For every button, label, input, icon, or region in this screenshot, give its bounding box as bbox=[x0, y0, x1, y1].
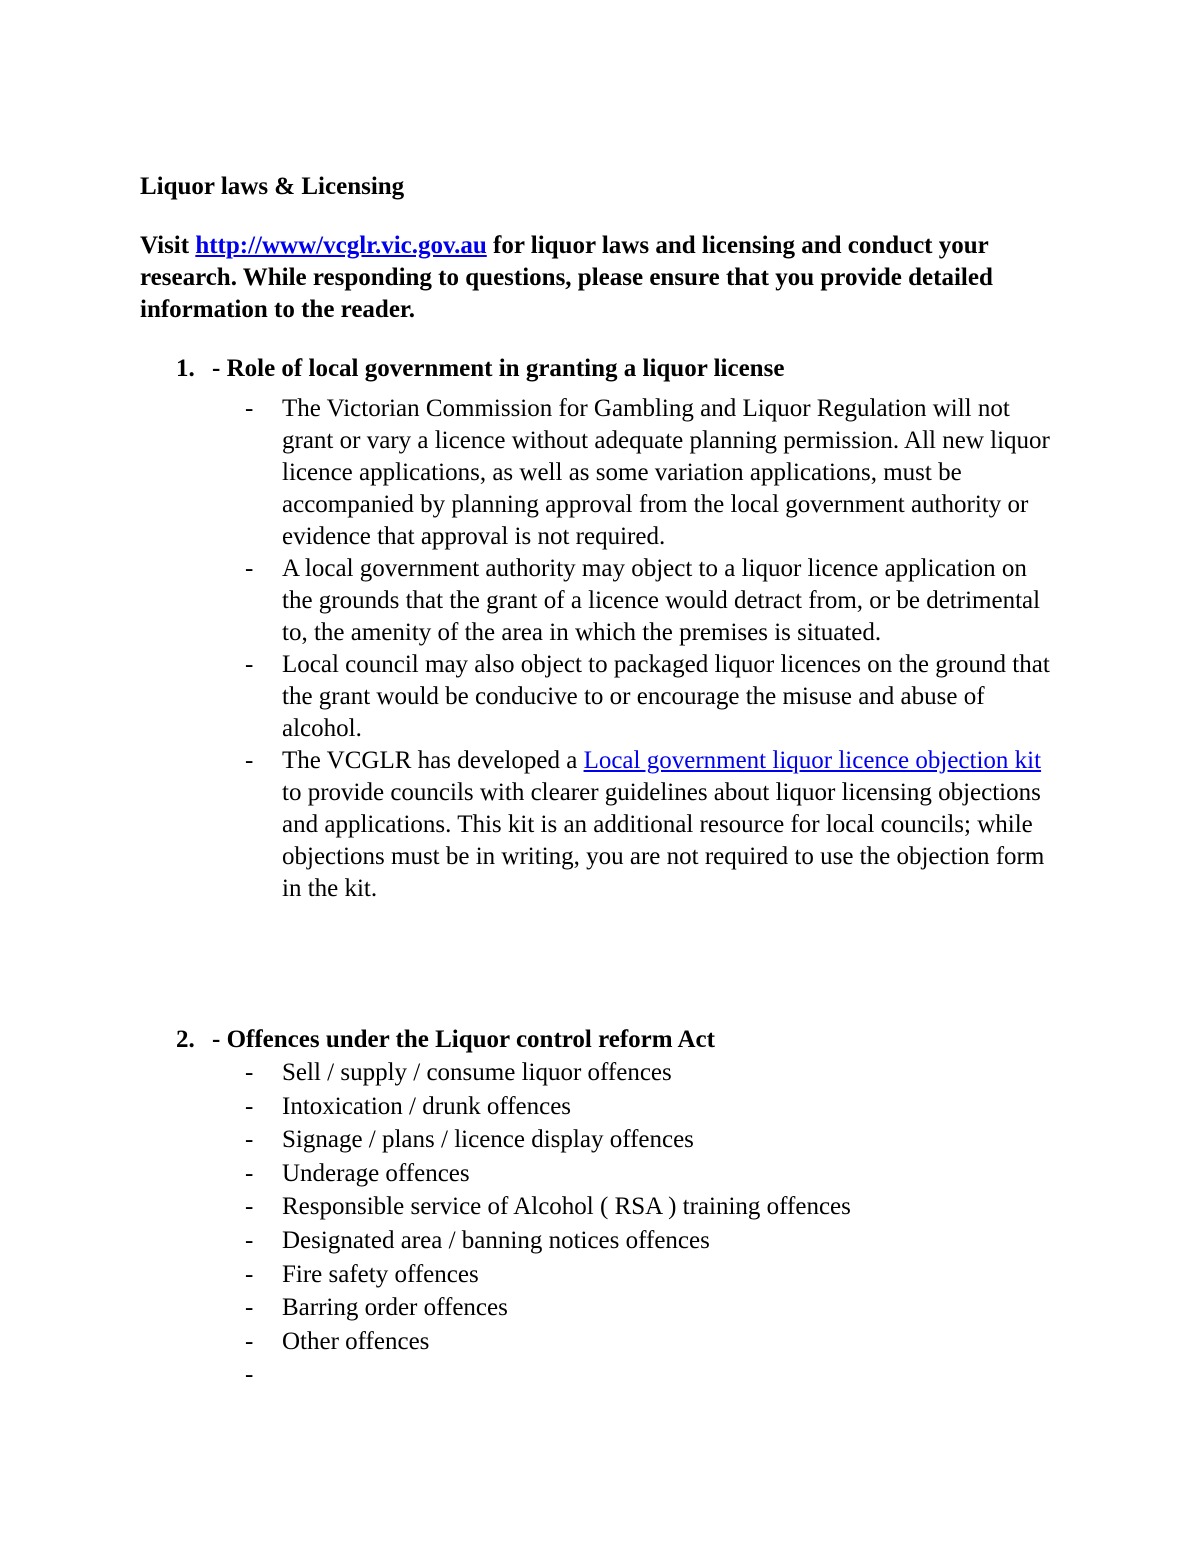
bullet-dash: - bbox=[245, 1193, 254, 1221]
list-item bbox=[245, 553, 1055, 649]
bullet-text: The Victorian Commission for Gambling and Liquor Regulation will not grant or vary a licence without adequate planning permission. All new liquor licence applications, as well as some variation applications, must be accompanied by planning approval from the local government authority or evidence that approval is not required. bbox=[282, 395, 1050, 550]
intro-suffix: for liquor laws and licensing and conduct your research. While responding to questions, please ensure that you provide detailed information to the reader. bbox=[140, 232, 993, 323]
section-2-heading bbox=[176, 1024, 715, 1056]
bullet-text: Other offences bbox=[282, 1327, 430, 1355]
bullet-text: Sell / supply / consume liquor offences bbox=[282, 1059, 672, 1086]
bullet-dash: - bbox=[245, 651, 254, 678]
list-item bbox=[245, 1325, 1055, 1359]
section-1-heading bbox=[176, 353, 784, 385]
bullet-text: A local government authority may object to a liquor licence application on the grounds that the grant of a licence would detract from, or be detrimental to, the amenity of the area in which the premises is situated. bbox=[282, 555, 1041, 646]
list-item bbox=[245, 649, 1055, 745]
list-item bbox=[245, 1157, 1055, 1191]
section-2-heading-text: - Offences under the Liquor control reform Act bbox=[212, 1026, 715, 1053]
list-item bbox=[245, 1224, 1055, 1258]
bullet-text: Barring order offences bbox=[282, 1294, 508, 1322]
list-item bbox=[245, 1358, 1055, 1392]
section-1-number: 1. bbox=[176, 355, 195, 382]
bullet-text: Responsible service of Alcohol ( RSA ) training offences bbox=[282, 1193, 851, 1221]
bullet-dash: - bbox=[245, 555, 254, 582]
bullet-dash: - bbox=[245, 1226, 254, 1254]
bullet-dash: - bbox=[245, 1361, 254, 1389]
section-1-heading-text: - Role of local government in granting a liquor license bbox=[212, 355, 785, 382]
list-item bbox=[245, 1056, 1055, 1090]
bullet-dash: - bbox=[245, 1327, 254, 1355]
bullet-text: Designated area / banning notices offences bbox=[282, 1226, 710, 1254]
list-item bbox=[245, 1123, 1055, 1157]
list-item bbox=[245, 745, 1055, 905]
bullet-dash: - bbox=[245, 1092, 254, 1120]
objection-kit-link[interactable]: Local government liquor licence objection kit bbox=[583, 747, 1042, 774]
bullet-text: Signage / plans / licence display offences bbox=[282, 1126, 694, 1154]
intro-prefix: Visit bbox=[140, 232, 196, 259]
bullet-dash: - bbox=[245, 1260, 254, 1288]
list-item bbox=[245, 1090, 1055, 1124]
intro-paragraph bbox=[140, 230, 1055, 326]
bullet-text bbox=[282, 747, 1044, 902]
bullet-text: Fire safety offences bbox=[282, 1260, 479, 1288]
bullet-text: Local council may also object to packaged liquor licences on the ground that the grant would be conducive to or encourage the misuse and abuse of alcohol. bbox=[282, 651, 1050, 742]
bullet-dash: - bbox=[245, 1294, 254, 1322]
bullet-text: Intoxication / drunk offences bbox=[282, 1092, 572, 1120]
bullet-dash: - bbox=[245, 1126, 254, 1154]
vcglr-website-link[interactable]: http://www/vcglr.vic.gov.au bbox=[195, 232, 487, 259]
page-title: Liquor laws & Licensing bbox=[140, 173, 405, 200]
list-item bbox=[245, 1190, 1055, 1224]
list-item bbox=[245, 393, 1055, 553]
list-item bbox=[245, 1258, 1055, 1292]
bullet-dash: - bbox=[245, 1059, 254, 1086]
bullet-dash: - bbox=[245, 395, 254, 422]
section-1-bullet-list bbox=[245, 393, 1055, 905]
section-2-number: 2. bbox=[176, 1026, 195, 1053]
section-2-bullet-list bbox=[245, 1056, 1055, 1392]
bullet-dash: - bbox=[245, 747, 254, 774]
bullet-text: Underage offences bbox=[282, 1159, 470, 1187]
bullet-dash: - bbox=[245, 1159, 254, 1187]
list-item bbox=[245, 1291, 1055, 1325]
link-bullet-prefix: The VCGLR has developed a bbox=[282, 747, 584, 774]
link-bullet-suffix: to provide councils with clearer guidelines about liquor licensing objections and applications. This kit is an additional resource for local councils; while objections must be in writing, you are not required to use the objection form in the kit. bbox=[282, 779, 1045, 902]
